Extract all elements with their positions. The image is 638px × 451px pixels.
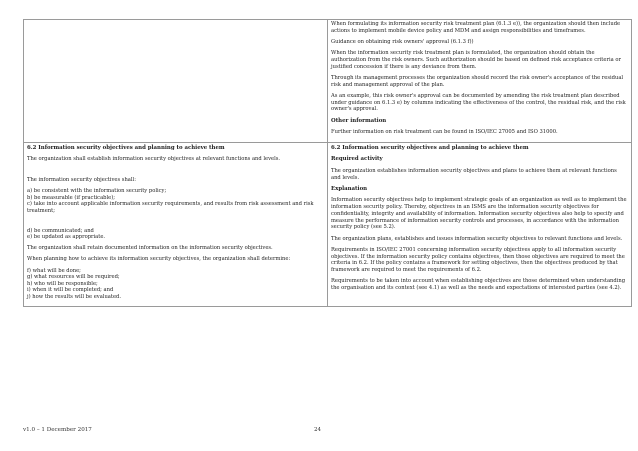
paragraph: The organization shall retain documented information on the information security objectives. xyxy=(27,245,273,252)
clause-text-cell xyxy=(24,142,328,306)
other-information-heading: Other information xyxy=(331,117,387,124)
paragraph: Information security objectives help to implement strategic goals of an organization as well as to implement the information security policy. Thereby, objectives in an ISMS are the information security objectives for confidentiality, integrity and availability of information. Information security objectives also help to specify and measure the performance of information security controls and processes, in accordance with the information security policy (see 5.2). xyxy=(331,197,627,231)
list-item: j) how the results will be evaluated. xyxy=(27,293,122,300)
paragraph: The organization shall establish information security objectives at relevant functions and levels. xyxy=(27,156,281,163)
list-item: h) who will be responsible; xyxy=(27,280,98,287)
paragraph: Through its management processes the organization should record the risk owner's acceptance of the residual risk and management approval of the plan. xyxy=(331,75,624,88)
list-item: i) when it will be completed; and xyxy=(27,287,114,294)
paragraph: When formulating its information security risk treatment plan (6.1.3 e)), the organization should then include actions to implement mobile device policy and MDM and assign responsibilities and timeframes. xyxy=(331,21,621,34)
requirements-list xyxy=(27,188,324,214)
paragraph: The information security objectives shall: xyxy=(27,176,136,183)
paragraph: As an example, this risk owner's approval can be documented by amending the risk treatment plan described under guidance on 6.1.3 e) by columns indicating the effectiveness of the control, the residual risk, and the risk owner's approval. xyxy=(331,93,626,113)
paragraph: The organization establishes information security objectives and plans to achieve them at relevant functions and levels. xyxy=(331,167,617,181)
required-activity-label: Required activity xyxy=(331,156,383,163)
paragraph: Guidance on obtaining risk owners' approval (6.1.3 f)) xyxy=(331,39,474,45)
top-left-cell xyxy=(24,20,328,143)
page-number: 24 xyxy=(314,427,322,433)
explanation-label: Explanation xyxy=(331,185,368,192)
list-item: f) what will be done; xyxy=(27,267,81,274)
list-item: a) be consistent with the information security policy; xyxy=(27,188,167,194)
paragraph: Requirements in ISO/IEC 27001 concerning information security objectives apply to all information security objectives. If the information security policy contains objectives, then those objectives are required to meet the criteria in 6.2. If the policy contains a framework for setting objectives, then the objectives produced by that framework are required to meet the requirements of 6.2. xyxy=(331,246,625,273)
footer-version: v1.0 – 1 December 2017 xyxy=(23,427,92,433)
planning-list xyxy=(27,268,324,301)
clause-heading: 6.2 Information security objectives and planning to achieve them xyxy=(331,144,529,151)
paragraph: When the information security risk treatment plan is formulated, the organization should obtain the authorization from the risk owners. Such authorization should be based on defined risk acceptance criteria or justified concession if there is any deviance from them. xyxy=(331,50,621,70)
top-right-cell xyxy=(328,20,632,143)
clause-heading: 6.2 Information security objectives and planning to achieve them xyxy=(27,144,225,151)
paragraph: When planning how to achieve its information security objectives, the organization shall determine: xyxy=(27,256,291,263)
table-row xyxy=(24,20,632,143)
list-item: b) be measurable (if practicable); xyxy=(27,194,116,201)
list-item: g) what resources will be required; xyxy=(27,274,120,281)
list-item: e) be updated as appropriate. xyxy=(27,234,106,241)
guidance-cell xyxy=(328,142,632,306)
paragraph: Further information on risk treatment can be found in ISO/IEC 27005 and ISO 31000. xyxy=(331,129,558,136)
list-item: d) be communicated; and xyxy=(27,227,94,234)
requirements-list xyxy=(27,228,324,241)
guidance-table xyxy=(23,19,632,307)
table-row xyxy=(24,142,632,306)
paragraph: Requirements to be taken into account when establishing objectives are those determined when understanding the organisation and its context (see 4.1) as well as the needs and expectations of interested parties (see 4.2). xyxy=(331,278,626,291)
paragraph: The organization plans, establishes and issues information security objectives to relevant functions and levels. xyxy=(331,235,623,242)
list-item: c) take into account applicable information security requirements, and results from risk assessment and risk treatment; xyxy=(27,201,314,214)
